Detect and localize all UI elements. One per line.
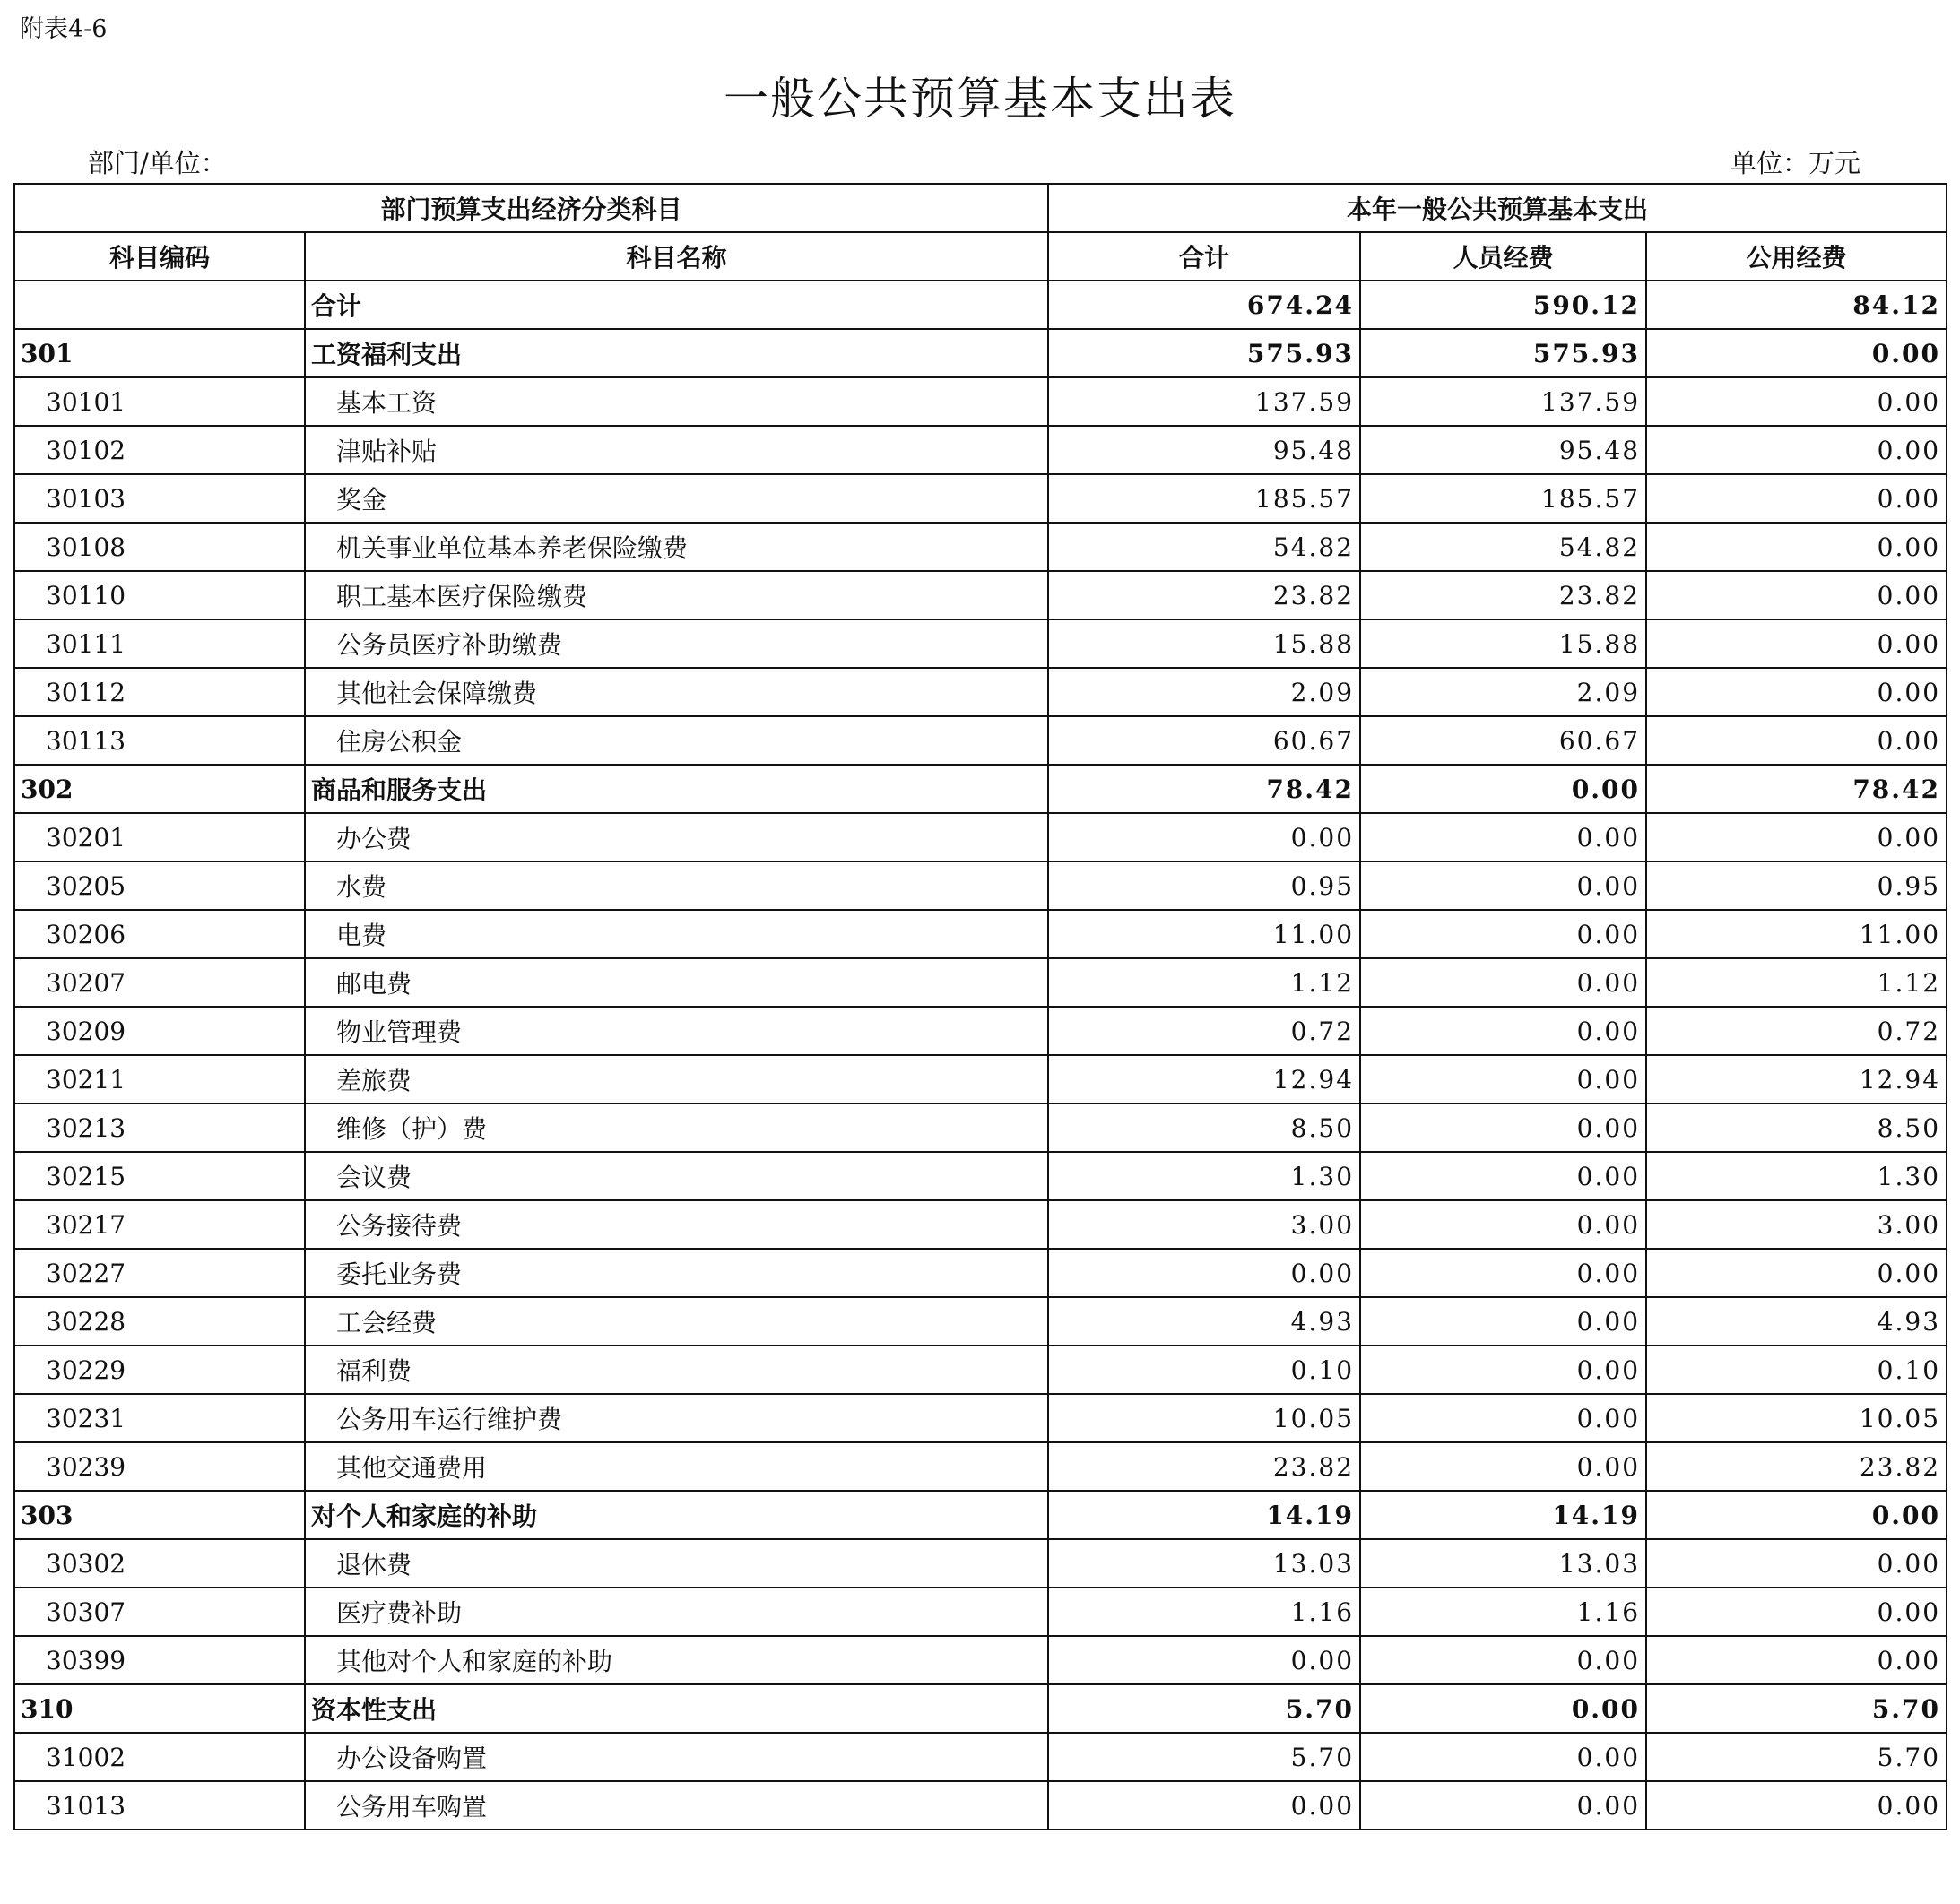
header-group-row [14, 184, 1947, 232]
total-cell: 60.67 [1048, 716, 1360, 765]
subject-code-cell: 30307 [14, 1588, 305, 1636]
subject-name-cell: 资本性支出 [305, 1684, 1048, 1733]
subject-name-cell: 奖金 [305, 474, 1048, 523]
total-cell: 575.93 [1048, 329, 1360, 377]
personnel-expense-cell: 95.48 [1360, 426, 1646, 474]
header-total: 合计 [1048, 232, 1360, 281]
personnel-expense-cell: 14.19 [1360, 1491, 1646, 1539]
subject-name-cell: 办公设备购置 [305, 1733, 1048, 1781]
subject-code-cell: 31013 [14, 1781, 305, 1830]
public-expense-cell: 0.00 [1646, 1491, 1947, 1539]
public-expense-cell: 0.00 [1646, 1781, 1947, 1830]
table-row [14, 861, 1947, 910]
subject-code-cell: 30399 [14, 1636, 305, 1684]
personnel-expense-cell: 2.09 [1360, 668, 1646, 716]
total-personnel: 590.12 [1360, 281, 1646, 329]
public-expense-cell: 0.00 [1646, 1588, 1947, 1636]
subject-name-cell: 退休费 [305, 1539, 1048, 1588]
subject-name-cell: 其他交通费用 [305, 1442, 1048, 1491]
public-expense-cell: 78.42 [1646, 765, 1947, 813]
table-row [14, 1684, 1947, 1733]
total-cell: 54.82 [1048, 523, 1360, 571]
personnel-expense-cell: 137.59 [1360, 377, 1646, 426]
annex-label: 附表4-6 [20, 15, 108, 43]
subject-name-cell: 商品和服务支出 [305, 765, 1048, 813]
total-public: 84.12 [1646, 281, 1947, 329]
personnel-expense-cell: 0.00 [1360, 1103, 1646, 1152]
subject-code-cell: 30228 [14, 1297, 305, 1346]
subject-name-cell: 津贴补贴 [305, 426, 1048, 474]
table-row [14, 1297, 1947, 1346]
total-cell: 12.94 [1048, 1055, 1360, 1103]
subject-name-cell: 住房公积金 [305, 716, 1048, 765]
personnel-expense-cell: 0.00 [1360, 1249, 1646, 1297]
subject-name-cell: 基本工资 [305, 377, 1048, 426]
subject-code-cell: 30110 [14, 571, 305, 619]
table-row [14, 765, 1947, 813]
personnel-expense-cell: 185.57 [1360, 474, 1646, 523]
public-expense-cell: 23.82 [1646, 1442, 1947, 1491]
table-row [14, 1781, 1947, 1830]
total-cell: 1.16 [1048, 1588, 1360, 1636]
subject-code-cell: 30206 [14, 910, 305, 958]
subject-code-cell: 30102 [14, 426, 305, 474]
total-cell: 2.09 [1048, 668, 1360, 716]
table-row [14, 958, 1947, 1007]
table-row [14, 668, 1947, 716]
public-expense-cell: 0.00 [1646, 668, 1947, 716]
total-cell: 0.72 [1048, 1007, 1360, 1055]
public-expense-cell: 1.30 [1646, 1152, 1947, 1200]
total-cell: 14.19 [1048, 1491, 1360, 1539]
total-cell: 23.82 [1048, 571, 1360, 619]
subject-code-cell: 30302 [14, 1539, 305, 1588]
subject-code-cell: 30205 [14, 861, 305, 910]
public-expense-cell: 0.00 [1646, 1539, 1947, 1588]
total-cell: 4.93 [1048, 1297, 1360, 1346]
subject-code-cell: 30201 [14, 813, 305, 861]
header-personnel-expense: 人员经费 [1360, 232, 1646, 281]
table-row [14, 523, 1947, 571]
subject-name-cell: 物业管理费 [305, 1007, 1048, 1055]
subject-code-cell: 30103 [14, 474, 305, 523]
department-label: 部门/单位： [88, 148, 227, 178]
personnel-expense-cell: 0.00 [1360, 1781, 1646, 1830]
subject-name-cell: 办公费 [305, 813, 1048, 861]
total-cell: 0.10 [1048, 1346, 1360, 1394]
personnel-expense-cell: 0.00 [1360, 958, 1646, 1007]
table-row [14, 426, 1947, 474]
total-cell: 3.00 [1048, 1200, 1360, 1249]
total-cell: 5.70 [1048, 1684, 1360, 1733]
personnel-expense-cell: 15.88 [1360, 619, 1646, 668]
subject-name-cell: 维修（护）费 [305, 1103, 1048, 1152]
subject-name-cell: 机关事业单位基本养老保险缴费 [305, 523, 1048, 571]
public-expense-cell: 0.00 [1646, 571, 1947, 619]
subject-code-cell: 30108 [14, 523, 305, 571]
subject-name-cell: 会议费 [305, 1152, 1048, 1200]
personnel-expense-cell: 54.82 [1360, 523, 1646, 571]
personnel-expense-cell: 0.00 [1360, 910, 1646, 958]
total-cell: 11.00 [1048, 910, 1360, 958]
public-expense-cell: 0.00 [1646, 329, 1947, 377]
total-cell: 0.00 [1048, 1781, 1360, 1830]
subject-name-cell: 医疗费补助 [305, 1588, 1048, 1636]
total-cell: 0.00 [1048, 813, 1360, 861]
total-cell: 23.82 [1048, 1442, 1360, 1491]
total-cell: 185.57 [1048, 474, 1360, 523]
subject-code-cell: 30112 [14, 668, 305, 716]
public-expense-cell: 0.10 [1646, 1346, 1947, 1394]
table-row [14, 1200, 1947, 1249]
personnel-expense-cell: 1.16 [1360, 1588, 1646, 1636]
public-expense-cell: 1.12 [1646, 958, 1947, 1007]
table-row [14, 1539, 1947, 1588]
page-title: 一般公共预算基本支出表 [724, 73, 1236, 125]
subject-name-cell: 公务接待费 [305, 1200, 1048, 1249]
public-expense-cell: 0.00 [1646, 1249, 1947, 1297]
total-cell: 13.03 [1048, 1539, 1360, 1588]
personnel-expense-cell: 0.00 [1360, 1055, 1646, 1103]
table-row [14, 1103, 1947, 1152]
total-code [14, 281, 305, 329]
total-cell: 137.59 [1048, 377, 1360, 426]
subject-name-cell: 其他对个人和家庭的补助 [305, 1636, 1048, 1684]
subject-name-cell: 福利费 [305, 1346, 1048, 1394]
subject-code-cell: 30111 [14, 619, 305, 668]
total-cell: 0.00 [1048, 1636, 1360, 1684]
subject-code-cell: 30113 [14, 716, 305, 765]
subject-code-cell: 30209 [14, 1007, 305, 1055]
personnel-expense-cell: 0.00 [1360, 765, 1646, 813]
subject-name-cell: 公务用车购置 [305, 1781, 1048, 1830]
subject-code-cell: 302 [14, 765, 305, 813]
public-expense-cell: 0.00 [1646, 377, 1947, 426]
total-cell: 0.95 [1048, 861, 1360, 910]
subject-code-cell: 30231 [14, 1394, 305, 1442]
personnel-expense-cell: 0.00 [1360, 1394, 1646, 1442]
total-amount: 674.24 [1048, 281, 1360, 329]
table-row [14, 1588, 1947, 1636]
personnel-expense-cell: 0.00 [1360, 1007, 1646, 1055]
public-expense-cell: 5.70 [1646, 1733, 1947, 1781]
table-row [14, 1249, 1947, 1297]
public-expense-cell: 12.94 [1646, 1055, 1947, 1103]
personnel-expense-cell: 575.93 [1360, 329, 1646, 377]
subject-code-cell: 30239 [14, 1442, 305, 1491]
total-name: 合计 [305, 281, 1048, 329]
public-expense-cell: 0.00 [1646, 1636, 1947, 1684]
header-basic-expenditure: 本年一般公共预算基本支出 [1048, 184, 1947, 232]
table-row [14, 1491, 1947, 1539]
total-cell: 8.50 [1048, 1103, 1360, 1152]
table-row [14, 1007, 1947, 1055]
table-row [14, 377, 1947, 426]
public-expense-cell: 0.72 [1646, 1007, 1947, 1055]
subject-code-cell: 30101 [14, 377, 305, 426]
personnel-expense-cell: 0.00 [1360, 1297, 1646, 1346]
total-cell: 15.88 [1048, 619, 1360, 668]
personnel-expense-cell: 0.00 [1360, 1152, 1646, 1200]
table-row [14, 1442, 1947, 1491]
table-row [14, 474, 1947, 523]
table-row [14, 1152, 1947, 1200]
personnel-expense-cell: 0.00 [1360, 1346, 1646, 1394]
subject-code-cell: 30215 [14, 1152, 305, 1200]
table-row [14, 329, 1947, 377]
personnel-expense-cell: 60.67 [1360, 716, 1646, 765]
public-expense-cell: 0.00 [1646, 523, 1947, 571]
header-subject-name: 科目名称 [305, 232, 1048, 281]
subject-name-cell: 邮电费 [305, 958, 1048, 1007]
table-row [14, 813, 1947, 861]
total-cell: 0.00 [1048, 1249, 1360, 1297]
public-expense-cell: 8.50 [1646, 1103, 1947, 1152]
public-expense-cell: 0.95 [1646, 861, 1947, 910]
public-expense-cell: 10.05 [1646, 1394, 1947, 1442]
public-expense-cell: 0.00 [1646, 716, 1947, 765]
total-cell: 1.12 [1048, 958, 1360, 1007]
subject-code-cell: 30207 [14, 958, 305, 1007]
public-expense-cell: 0.00 [1646, 426, 1947, 474]
public-expense-cell: 3.00 [1646, 1200, 1947, 1249]
total-cell: 5.70 [1048, 1733, 1360, 1781]
public-expense-cell: 11.00 [1646, 910, 1947, 958]
subject-name-cell: 对个人和家庭的补助 [305, 1491, 1048, 1539]
public-expense-cell: 0.00 [1646, 474, 1947, 523]
subject-name-cell: 差旅费 [305, 1055, 1048, 1103]
header-economic-classification: 部门预算支出经济分类科目 [14, 184, 1048, 232]
total-cell: 95.48 [1048, 426, 1360, 474]
subject-name-cell: 水费 [305, 861, 1048, 910]
subject-name-cell: 电费 [305, 910, 1048, 958]
header-subject-code: 科目编码 [14, 232, 305, 281]
personnel-expense-cell: 0.00 [1360, 813, 1646, 861]
subject-code-cell: 30211 [14, 1055, 305, 1103]
subject-code-cell: 30213 [14, 1103, 305, 1152]
subject-name-cell: 职工基本医疗保险缴费 [305, 571, 1048, 619]
table-row [14, 619, 1947, 668]
table-row [14, 1055, 1947, 1103]
public-expense-cell: 5.70 [1646, 1684, 1947, 1733]
subject-name-cell: 工会经费 [305, 1297, 1048, 1346]
header-column-row [14, 232, 1947, 281]
personnel-expense-cell: 0.00 [1360, 1200, 1646, 1249]
public-expense-cell: 4.93 [1646, 1297, 1947, 1346]
table-row [14, 1394, 1947, 1442]
subject-code-cell: 30229 [14, 1346, 305, 1394]
table-row [14, 716, 1947, 765]
personnel-expense-cell: 0.00 [1360, 861, 1646, 910]
subject-name-cell: 其他社会保障缴费 [305, 668, 1048, 716]
subject-name-cell: 委托业务费 [305, 1249, 1048, 1297]
budget-table [13, 183, 1947, 1830]
personnel-expense-cell: 0.00 [1360, 1636, 1646, 1684]
unit-label: 单位：万元 [1730, 148, 1861, 178]
personnel-expense-cell: 23.82 [1360, 571, 1646, 619]
total-cell: 1.30 [1048, 1152, 1360, 1200]
table-row [14, 1636, 1947, 1684]
personnel-expense-cell: 0.00 [1360, 1684, 1646, 1733]
subject-code-cell: 303 [14, 1491, 305, 1539]
subject-code-cell: 30227 [14, 1249, 305, 1297]
table-row [14, 910, 1947, 958]
table-row [14, 1733, 1947, 1781]
personnel-expense-cell: 0.00 [1360, 1442, 1646, 1491]
personnel-expense-cell: 0.00 [1360, 1733, 1646, 1781]
subject-name-cell: 工资福利支出 [305, 329, 1048, 377]
subject-name-cell: 公务用车运行维护费 [305, 1394, 1048, 1442]
header-public-expense: 公用经费 [1646, 232, 1947, 281]
subject-code-cell: 310 [14, 1684, 305, 1733]
table-row [14, 1346, 1947, 1394]
total-cell: 10.05 [1048, 1394, 1360, 1442]
total-row [14, 281, 1947, 329]
subject-code-cell: 301 [14, 329, 305, 377]
table-row [14, 571, 1947, 619]
personnel-expense-cell: 13.03 [1360, 1539, 1646, 1588]
subject-name-cell: 公务员医疗补助缴费 [305, 619, 1048, 668]
subject-code-cell: 31002 [14, 1733, 305, 1781]
total-cell: 78.42 [1048, 765, 1360, 813]
subject-code-cell: 30217 [14, 1200, 305, 1249]
public-expense-cell: 0.00 [1646, 619, 1947, 668]
public-expense-cell: 0.00 [1646, 813, 1947, 861]
